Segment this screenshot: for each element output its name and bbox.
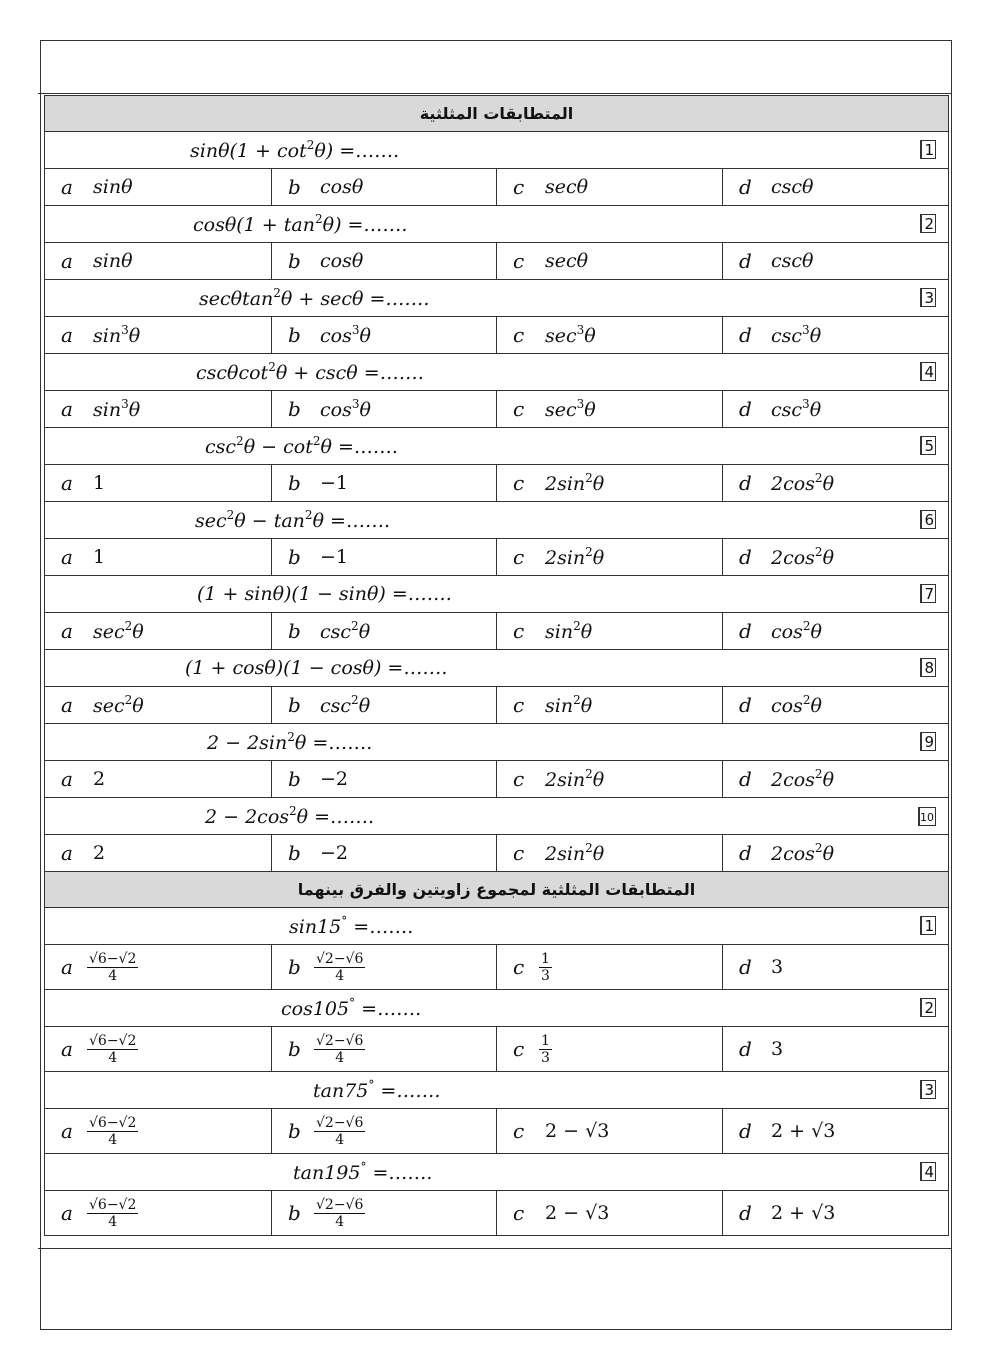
fraction-numerator: √2−√6 bbox=[316, 950, 364, 967]
option-value: 3 bbox=[771, 956, 784, 978]
option-c[interactable] bbox=[497, 1109, 723, 1154]
option-letter: d bbox=[739, 323, 752, 347]
option-value: sinθ bbox=[93, 250, 133, 272]
option-d[interactable] bbox=[723, 1027, 949, 1072]
question-number: 2 bbox=[920, 998, 936, 1017]
option-c[interactable] bbox=[497, 317, 723, 354]
header-rule bbox=[38, 93, 952, 94]
option-letter: c bbox=[513, 1201, 525, 1225]
option-letter: c bbox=[513, 1119, 525, 1143]
option-value bbox=[87, 1115, 138, 1148]
option-letter: d bbox=[739, 955, 752, 979]
option-letter: a bbox=[61, 471, 73, 495]
option-a[interactable] bbox=[45, 391, 272, 428]
question-number: 6 bbox=[920, 510, 936, 529]
option-a[interactable] bbox=[45, 687, 272, 724]
option-value: $\cos^2\theta$ bbox=[771, 693, 822, 717]
options-row bbox=[45, 243, 949, 280]
option-letter: b bbox=[288, 1201, 301, 1225]
option-letter: b bbox=[288, 397, 301, 421]
option-a[interactable] bbox=[45, 613, 272, 650]
question-number: 9 bbox=[920, 732, 936, 751]
option-value: 1 bbox=[93, 546, 106, 568]
options-row bbox=[45, 687, 949, 724]
option-b[interactable] bbox=[272, 391, 497, 428]
option-d[interactable] bbox=[723, 613, 949, 650]
option-letter: c bbox=[513, 175, 525, 199]
option-value: 2 − √3 bbox=[545, 1202, 610, 1224]
option-letter: c bbox=[513, 249, 525, 273]
option-value: −1 bbox=[320, 546, 349, 568]
question-row bbox=[45, 908, 949, 945]
option-c[interactable] bbox=[497, 391, 723, 428]
option-value: $2\cos^2\theta$ bbox=[771, 471, 835, 495]
fraction-numerator: 1 bbox=[541, 1032, 550, 1049]
option-value: $\cos^2\theta$ bbox=[771, 619, 822, 643]
question-cell bbox=[45, 132, 949, 169]
option-letter: a bbox=[61, 1201, 73, 1225]
option-letter: b bbox=[288, 175, 301, 199]
option-d[interactable] bbox=[723, 945, 949, 990]
option-a[interactable] bbox=[45, 835, 272, 872]
option-d[interactable] bbox=[723, 169, 949, 206]
question-number: 4 bbox=[920, 1162, 936, 1181]
option-letter: a bbox=[61, 693, 73, 717]
option-value: $2\sin^2\theta$ bbox=[545, 841, 605, 865]
option-value: $2\sin^2\theta$ bbox=[545, 767, 605, 791]
option-value: 1 bbox=[93, 472, 106, 494]
option-a[interactable] bbox=[45, 169, 272, 206]
question-number: 7 bbox=[920, 584, 936, 603]
question-text: $2 - 2\sin^2\theta$ =……. bbox=[207, 730, 373, 754]
question-cell bbox=[45, 206, 949, 243]
option-letter: c bbox=[513, 1037, 525, 1061]
question-cell bbox=[45, 1072, 949, 1109]
option-value: 2 + √3 bbox=[771, 1120, 836, 1142]
option-letter: b bbox=[288, 619, 301, 643]
option-letter: d bbox=[739, 471, 752, 495]
option-a[interactable] bbox=[45, 761, 272, 798]
option-letter: c bbox=[513, 619, 525, 643]
option-value: 2 − √3 bbox=[545, 1120, 610, 1142]
option-value: cosθ bbox=[320, 176, 364, 198]
question-text: $\sec^2\theta - \tan^2\theta$ =……. bbox=[195, 508, 391, 532]
question-cell bbox=[45, 354, 949, 391]
options-row bbox=[45, 1109, 949, 1154]
question-number: 2 bbox=[920, 214, 936, 233]
options-row bbox=[45, 465, 949, 502]
question-text: $\sin\theta(1 + \cot^2\theta)$ =……. bbox=[190, 138, 400, 162]
question-number: 10 bbox=[918, 807, 936, 826]
option-letter: d bbox=[739, 175, 752, 199]
option-value: 2 bbox=[93, 768, 106, 790]
question-row bbox=[45, 650, 949, 687]
option-a[interactable] bbox=[45, 465, 272, 502]
footer-rule bbox=[38, 1248, 952, 1249]
option-d[interactable] bbox=[723, 465, 949, 502]
option-value: $\sec^3\theta$ bbox=[545, 397, 596, 421]
options-row bbox=[45, 613, 949, 650]
option-c[interactable] bbox=[497, 613, 723, 650]
option-letter: c bbox=[513, 471, 525, 495]
options-row bbox=[45, 835, 949, 872]
option-value: −1 bbox=[320, 472, 349, 494]
options-row bbox=[45, 539, 949, 576]
question-row bbox=[45, 206, 949, 243]
option-b[interactable] bbox=[272, 1027, 497, 1072]
fraction-denominator: 4 bbox=[108, 1213, 118, 1230]
question-row bbox=[45, 280, 949, 317]
question-cell bbox=[45, 280, 949, 317]
option-letter: b bbox=[288, 249, 301, 273]
question-cell bbox=[45, 1154, 949, 1191]
question-row bbox=[45, 1072, 949, 1109]
worksheet-table bbox=[44, 95, 949, 1236]
option-value: $\sin^3\theta$ bbox=[93, 323, 141, 347]
option-letter: a bbox=[61, 545, 73, 569]
question-cell bbox=[45, 990, 949, 1027]
option-b[interactable] bbox=[272, 539, 497, 576]
question-number: 8 bbox=[920, 658, 936, 677]
option-b[interactable] bbox=[272, 243, 497, 280]
option-d[interactable] bbox=[723, 391, 949, 428]
fraction-numerator: √6−√2 bbox=[89, 950, 137, 967]
question-number: 1 bbox=[920, 140, 936, 159]
option-value bbox=[314, 1033, 365, 1066]
option-value: $2\cos^2\theta$ bbox=[771, 545, 835, 569]
fraction-numerator: √2−√6 bbox=[316, 1032, 364, 1049]
option-a[interactable] bbox=[45, 1027, 272, 1072]
option-d[interactable] bbox=[723, 1109, 949, 1154]
option-value: 2 + √3 bbox=[771, 1202, 836, 1224]
fraction-denominator: 4 bbox=[108, 1049, 118, 1066]
question-row bbox=[45, 502, 949, 539]
option-value: cscθ bbox=[771, 250, 814, 272]
fraction-denominator: 3 bbox=[541, 967, 550, 984]
option-value: $\csc^2\theta$ bbox=[320, 693, 371, 717]
question-row bbox=[45, 990, 949, 1027]
question-text: cscθcot$^2$θ + cscθ =……. bbox=[196, 360, 424, 384]
question-text: $\cos\theta(1 + \tan^2\theta)$ =……. bbox=[193, 212, 408, 236]
option-a[interactable] bbox=[45, 945, 272, 990]
question-row bbox=[45, 428, 949, 465]
fraction-numerator: √6−√2 bbox=[89, 1114, 137, 1131]
option-letter: b bbox=[288, 767, 301, 791]
option-value: 2 bbox=[93, 842, 106, 864]
question-text: sin15° =……. bbox=[289, 914, 414, 938]
option-value bbox=[87, 1033, 138, 1066]
option-value bbox=[539, 1033, 552, 1066]
option-b[interactable] bbox=[272, 761, 497, 798]
option-b[interactable] bbox=[272, 945, 497, 990]
option-d[interactable] bbox=[723, 539, 949, 576]
option-c[interactable] bbox=[497, 687, 723, 724]
option-letter: a bbox=[61, 323, 73, 347]
option-letter: c bbox=[513, 767, 525, 791]
option-a[interactable] bbox=[45, 1191, 272, 1236]
question-row bbox=[45, 724, 949, 761]
option-letter: d bbox=[739, 397, 752, 421]
question-number: 4 bbox=[920, 362, 936, 381]
option-value: $\cos^3\theta$ bbox=[320, 397, 371, 421]
question-row bbox=[45, 1154, 949, 1191]
option-letter: c bbox=[513, 545, 525, 569]
option-letter: d bbox=[739, 1201, 752, 1225]
option-letter: b bbox=[288, 1037, 301, 1061]
option-letter: a bbox=[61, 175, 73, 199]
option-c[interactable] bbox=[497, 1191, 723, 1236]
option-letter: b bbox=[288, 471, 301, 495]
option-value: $\sin^3\theta$ bbox=[93, 397, 141, 421]
question-cell bbox=[45, 908, 949, 945]
option-value: $2\sin^2\theta$ bbox=[545, 471, 605, 495]
option-b[interactable] bbox=[272, 613, 497, 650]
option-c[interactable] bbox=[497, 945, 723, 990]
option-value: $\sec^2\theta$ bbox=[93, 693, 144, 717]
option-value: $\csc^3\theta$ bbox=[771, 397, 822, 421]
option-value: cosθ bbox=[320, 250, 364, 272]
option-value bbox=[314, 951, 365, 984]
option-b[interactable] bbox=[272, 687, 497, 724]
option-letter: a bbox=[61, 1037, 73, 1061]
fraction-numerator: √2−√6 bbox=[316, 1114, 364, 1131]
option-value: $2\cos^2\theta$ bbox=[771, 841, 835, 865]
option-a[interactable] bbox=[45, 539, 272, 576]
question-number: 3 bbox=[920, 1080, 936, 1099]
question-text: (1 + cosθ)(1 − cosθ) =……. bbox=[185, 657, 448, 679]
option-letter: c bbox=[513, 397, 525, 421]
option-letter: a bbox=[61, 397, 73, 421]
fraction-denominator: 4 bbox=[335, 1049, 345, 1066]
fraction-numerator: 1 bbox=[541, 950, 550, 967]
fraction-denominator: 4 bbox=[335, 1131, 345, 1148]
option-b[interactable] bbox=[272, 317, 497, 354]
option-letter: d bbox=[739, 619, 752, 643]
option-letter: d bbox=[739, 249, 752, 273]
fraction-denominator: 3 bbox=[541, 1049, 550, 1066]
question-text: tan195° =……. bbox=[293, 1160, 433, 1184]
option-letter: a bbox=[61, 619, 73, 643]
option-letter: d bbox=[739, 1037, 752, 1061]
question-text: cos105° =……. bbox=[281, 996, 422, 1020]
option-letter: c bbox=[513, 323, 525, 347]
question-cell bbox=[45, 650, 949, 687]
option-d[interactable] bbox=[723, 1191, 949, 1236]
option-d[interactable] bbox=[723, 243, 949, 280]
option-b[interactable] bbox=[272, 465, 497, 502]
option-letter: b bbox=[288, 693, 301, 717]
fraction-numerator: √6−√2 bbox=[89, 1196, 137, 1213]
option-a[interactable] bbox=[45, 317, 272, 354]
option-d[interactable] bbox=[723, 761, 949, 798]
options-row bbox=[45, 761, 949, 798]
question-text: $\csc^2\theta - \cot^2\theta$ =……. bbox=[205, 434, 398, 458]
question-row bbox=[45, 576, 949, 613]
options-row bbox=[45, 169, 949, 206]
question-cell bbox=[45, 576, 949, 613]
option-value: −2 bbox=[320, 768, 349, 790]
option-letter: c bbox=[513, 693, 525, 717]
option-b[interactable] bbox=[272, 1109, 497, 1154]
option-value: $2\sin^2\theta$ bbox=[545, 545, 605, 569]
option-c[interactable] bbox=[497, 539, 723, 576]
option-b[interactable] bbox=[272, 835, 497, 872]
option-letter: b bbox=[288, 323, 301, 347]
option-value: $\csc^2\theta$ bbox=[320, 619, 371, 643]
question-number: 1 bbox=[920, 916, 936, 935]
options-row bbox=[45, 317, 949, 354]
options-row bbox=[45, 1027, 949, 1072]
option-value bbox=[87, 1197, 138, 1230]
option-letter: a bbox=[61, 249, 73, 273]
option-d[interactable] bbox=[723, 317, 949, 354]
section-title: المتطابقات المثلثية لمجموع زاويتين والفرق بينهما bbox=[45, 872, 949, 908]
option-letter: d bbox=[739, 767, 752, 791]
option-value: $\sin^2\theta$ bbox=[545, 619, 593, 643]
option-value: secθ bbox=[545, 176, 589, 198]
option-value bbox=[87, 951, 138, 984]
question-text: $2 - 2\cos^2\theta$ =……. bbox=[205, 804, 375, 828]
question-number: 3 bbox=[920, 288, 936, 307]
option-letter: a bbox=[61, 767, 73, 791]
question-text: secθtan$^2$θ + secθ =……. bbox=[199, 286, 430, 310]
question-cell bbox=[45, 502, 949, 539]
question-row bbox=[45, 132, 949, 169]
option-value: $\sec^2\theta$ bbox=[93, 619, 144, 643]
option-letter: d bbox=[739, 693, 752, 717]
question-text: tan75° =……. bbox=[313, 1078, 441, 1102]
fraction-denominator: 4 bbox=[335, 1213, 345, 1230]
option-c[interactable] bbox=[497, 465, 723, 502]
option-letter: a bbox=[61, 841, 73, 865]
option-value: cscθ bbox=[771, 176, 814, 198]
fraction-denominator: 4 bbox=[335, 967, 345, 984]
option-letter: d bbox=[739, 545, 752, 569]
option-value: secθ bbox=[545, 250, 589, 272]
options-row bbox=[45, 391, 949, 428]
question-number: 5 bbox=[920, 436, 936, 455]
option-letter: a bbox=[61, 1119, 73, 1143]
fraction-denominator: 4 bbox=[108, 967, 118, 984]
fraction-numerator: √2−√6 bbox=[316, 1196, 364, 1213]
options-row bbox=[45, 945, 949, 990]
fraction-denominator: 4 bbox=[108, 1131, 118, 1148]
question-cell bbox=[45, 428, 949, 465]
option-letter: d bbox=[739, 1119, 752, 1143]
option-value: 3 bbox=[771, 1038, 784, 1060]
option-value: $\cos^3\theta$ bbox=[320, 323, 371, 347]
question-cell bbox=[45, 798, 949, 835]
options-row bbox=[45, 1191, 949, 1236]
option-letter: a bbox=[61, 955, 73, 979]
question-row bbox=[45, 354, 949, 391]
option-c[interactable] bbox=[497, 243, 723, 280]
option-value bbox=[314, 1115, 365, 1148]
question-text: (1 + sinθ)(1 − sinθ) =……. bbox=[197, 583, 452, 605]
option-value: $\csc^3\theta$ bbox=[771, 323, 822, 347]
option-letter: c bbox=[513, 955, 525, 979]
option-b[interactable] bbox=[272, 169, 497, 206]
option-value: $\sec^3\theta$ bbox=[545, 323, 596, 347]
option-value: −2 bbox=[320, 842, 349, 864]
question-cell bbox=[45, 724, 949, 761]
option-value bbox=[314, 1197, 365, 1230]
option-value: $2\cos^2\theta$ bbox=[771, 767, 835, 791]
option-c[interactable] bbox=[497, 1027, 723, 1072]
option-value bbox=[539, 951, 552, 984]
option-c[interactable] bbox=[497, 835, 723, 872]
option-letter: b bbox=[288, 841, 301, 865]
question-row bbox=[45, 798, 949, 835]
option-c[interactable] bbox=[497, 169, 723, 206]
option-a[interactable] bbox=[45, 243, 272, 280]
option-d[interactable] bbox=[723, 835, 949, 872]
option-letter: b bbox=[288, 955, 301, 979]
option-c[interactable] bbox=[497, 761, 723, 798]
option-a[interactable] bbox=[45, 1109, 272, 1154]
option-letter: b bbox=[288, 1119, 301, 1143]
option-letter: b bbox=[288, 545, 301, 569]
option-letter: d bbox=[739, 841, 752, 865]
section-title: المتطابقات المثلثية bbox=[45, 96, 949, 132]
option-b[interactable] bbox=[272, 1191, 497, 1236]
option-letter: c bbox=[513, 841, 525, 865]
option-value: $\sin^2\theta$ bbox=[545, 693, 593, 717]
option-d[interactable] bbox=[723, 687, 949, 724]
fraction-numerator: √6−√2 bbox=[89, 1032, 137, 1049]
option-value: sinθ bbox=[93, 176, 133, 198]
